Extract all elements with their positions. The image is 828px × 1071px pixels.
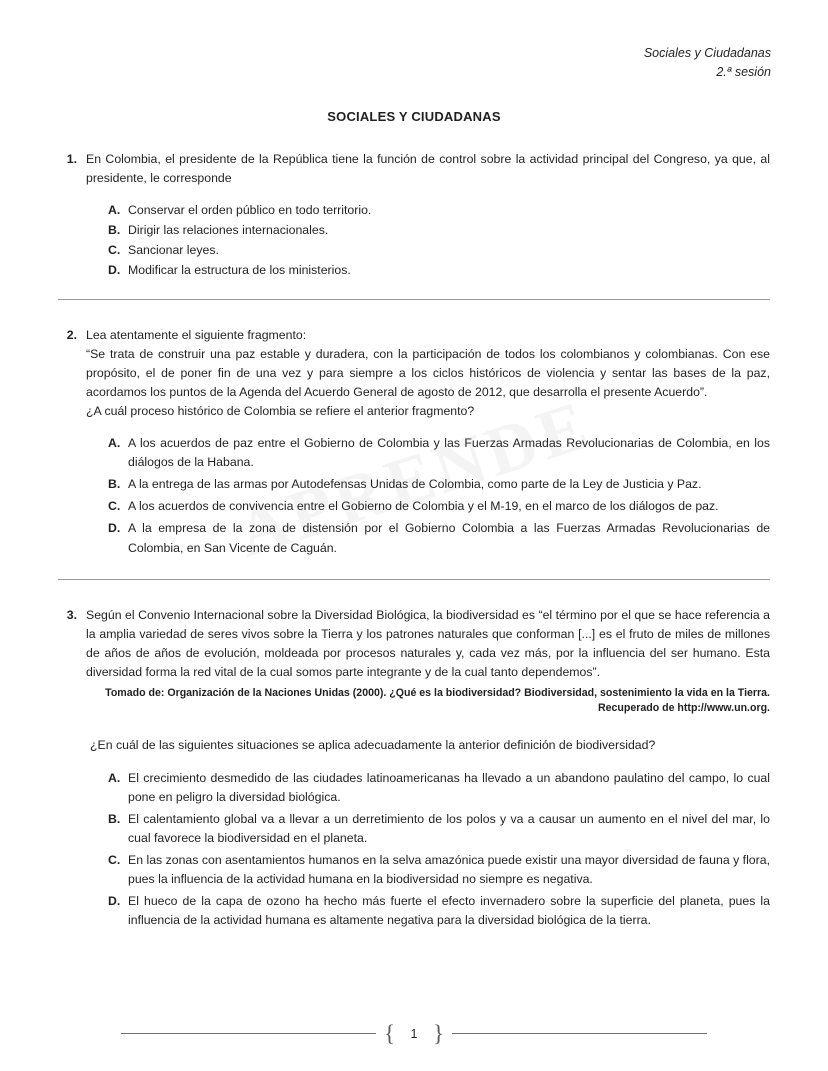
option-letter: C. — [108, 852, 121, 867]
brace-left-icon: { — [383, 1021, 395, 1046]
option-text: Modificar la estructura de los ministerios. — [128, 262, 351, 277]
question-number: 1. — [66, 151, 77, 166]
option-text: A los acuerdos de convivencia entre el Gobierno de Colombia y el M-19, en el marco de los diálogos de paz. — [128, 499, 719, 514]
option-letter: A. — [108, 202, 121, 217]
question-number: 2. — [66, 328, 77, 343]
option-text: Sancionar leyes. — [128, 242, 219, 257]
question-stem: Lea atentamente el siguiente fragmento: — [86, 328, 307, 343]
option-letter: D. — [108, 521, 121, 536]
page-content — [48, 44, 780, 933]
option-c[interactable] — [108, 241, 770, 260]
source-citation: Tomado de: Organización de la Naciones Unidas (2000). ¿Qué es la biodiversidad? Biodiversidad, sostenimiento la vida en la Tierra. Recuperado de http://www.un.org. — [105, 686, 770, 715]
question-prompt: ¿A cuál proceso histórico de Colombia se refiere el anterior fragmento? — [86, 404, 475, 419]
question-prompt: ¿En cuál de las siguientes situaciones se aplica adecuadamente la anterior definición de biodiversidad? — [90, 738, 656, 753]
footer-rule-left — [121, 1033, 376, 1034]
option-b[interactable] — [108, 810, 770, 848]
option-letter: C. — [108, 242, 121, 257]
header-session: 2.ª sesión — [716, 65, 771, 80]
option-letter: A. — [108, 770, 121, 785]
question-fragment: “Se trata de construir una paz estable y duradera, con la participación de todos los colombianos y colombianas. Con ese propósito, el de poner fin de una vez y para siempre a los ciclos históricos de violencia y sentar las bases de la paz, acordamos los puntos de la Agenda del Acuerdo General de agosto de 2012, que desarrolla el presente Acuerdo”. — [86, 347, 770, 400]
option-d[interactable] — [108, 892, 770, 930]
option-text: El hueco de la capa de ozono ha hecho más fuerte el efecto invernadero sobre la superficie del planeta, pues la influencia de la actividad humana es altamente negativa para la diversidad biológica de la tierra. — [128, 893, 770, 927]
question-1 — [48, 150, 780, 281]
option-a[interactable] — [108, 201, 770, 220]
option-text: A la empresa de la zona de distensión por el Gobierno Colombia a las Fuerzas Armadas Revolucionarias de Colombia, en San Vicente de Caguán. — [128, 521, 770, 555]
option-letter: B. — [108, 477, 121, 492]
option-text: Conservar el orden público en todo territorio. — [128, 202, 372, 217]
option-a[interactable] — [108, 769, 770, 807]
question-stem: En Colombia, el presidente de la República tiene la función de control sobre la actividad principal del Congreso, ya que, al presidente, le corresponde — [86, 151, 770, 185]
section-divider — [58, 299, 770, 300]
question-body — [86, 150, 770, 281]
option-letter: D. — [108, 262, 121, 277]
option-b[interactable] — [108, 221, 770, 240]
document-header — [48, 44, 771, 83]
brace-right-icon: } — [433, 1021, 445, 1046]
option-text: En las zonas con asentamientos humanos en la selva amazónica puede existir una mayor diversidad de fauna y flora, pues la influencia de la actividad humana en la biodiversidad no siempre es negativa. — [128, 852, 770, 886]
section-divider — [58, 579, 770, 580]
option-c[interactable] — [108, 851, 770, 889]
option-letter: B. — [108, 222, 121, 237]
header-subject: Sociales y Ciudadanas — [643, 46, 771, 60]
page-number: 1 — [410, 1026, 418, 1041]
option-letter: B. — [108, 811, 121, 826]
option-letter: D. — [108, 893, 121, 908]
option-letter: A. — [108, 436, 121, 451]
footer-rule-right — [452, 1033, 707, 1034]
question-2 — [48, 326, 780, 561]
options-list — [86, 769, 770, 930]
question-body — [86, 606, 770, 933]
option-a[interactable] — [108, 434, 770, 472]
option-text: El crecimiento desmedido de las ciudades latinoamericanas ha llevado a un abandono paulatino del campo, lo cual pone en peligro la diversidad biológica. — [128, 770, 770, 804]
page-footer — [0, 1022, 828, 1045]
option-text: A la entrega de las armas por Autodefensas Unidas de Colombia, como parte de la Ley de Justicia y Paz. — [128, 477, 702, 492]
page-title: SOCIALES Y CIUDADANAS — [327, 108, 501, 124]
question-number: 3. — [66, 607, 77, 622]
question-3 — [48, 606, 780, 933]
question-body — [86, 326, 770, 561]
option-letter: C. — [108, 499, 121, 514]
option-d[interactable] — [108, 519, 770, 557]
option-text: Dirigir las relaciones internacionales. — [128, 222, 329, 237]
option-text: El calentamiento global va a llevar a un derretimiento de los polos y va a causar un aumento en el nivel del mar, lo cual favorece la biodiversidad en el planeta. — [128, 811, 770, 845]
option-b[interactable] — [108, 475, 770, 494]
question-stem: Según el Convenio Internacional sobre la Diversidad Biológica, la biodiversidad es “el término por el que se hace referencia a la amplia variedad de seres vivos sobre la Tierra y los patrones naturales que conforman [...] es el fruto de miles de millones de años de años de evolución, moldeada por procesos naturales y, cada vez más, por la influencia del ser humano. Esta diversidad forma la red vital de la cual somos parte integrante y de la cual tanto dependemos”. — [86, 607, 770, 679]
options-list — [86, 201, 770, 280]
option-c[interactable] — [108, 497, 770, 516]
option-text: A los acuerdos de paz entre el Gobierno de Colombia y las Fuerzas Armadas Revolucionarias de Colombia, en los diálogos de la Habana. — [128, 436, 770, 470]
option-d[interactable] — [108, 261, 770, 280]
options-list — [86, 434, 770, 557]
